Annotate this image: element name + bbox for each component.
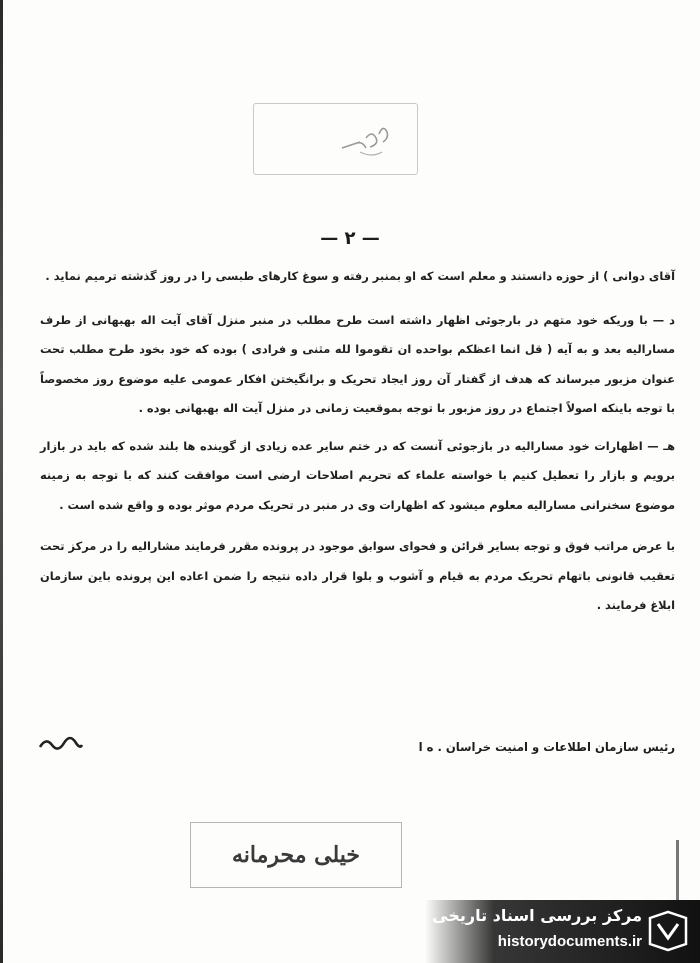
paragraph-1: آقای دوانی ) از حوزه دانستند و معلم است که او بمنبر رفته و سوغ کارهای طبسی را در روز گذشته ترمیم نماید . <box>45 269 675 283</box>
page-number: — ٢ — <box>320 228 380 249</box>
paragraph-3: هـ — اظهارات خود مسارالیه در بازجوئی آنست که در ختم سایر عده زیادی از گوینده ها بلند شده که باید در بازار برویم و بازار را تعطیل کنیم با خواسته علماء که تحریم اصلاحات ارضی است موافقت کنند که با توجه به زمینه موضوع سخنرانی مسارالیه معلوم میشود که اظهارات وی در منبر در تحریک مردم موثر بوده و واقع شده است . <box>40 438 675 512</box>
classification-stamp <box>190 822 402 888</box>
handwritten-signature-icon <box>38 733 84 757</box>
watermark-title: مرکز بررسی اسناد تاریخی <box>432 906 642 925</box>
paragraph-4: با عرض مراتب فوق و توجه بسایر قرائن و فحوای سوابق موجود در پرونده مقرر فرمایند مشارالیه را در مرکز تحت تعقیب قانونی باتهام تحریک مردم به قیام و آشوب و بلوا قرار داده نتیجه را ضمن اعاده این پرونده باین سازمان ابلاغ فرمایند . <box>40 539 675 612</box>
signature-line: رئیس سازمان اطلاعات و امنیت خراسان . ه ا <box>418 740 675 754</box>
paragraph-2: د — با وریکه خود متهم در بارجوئی اظهار داشته است طرح مطلب در منبر منزل آقای آیت اله بهبهانی از طرف مسارالیه بعد و به آیه ( قل انما اعظکم بواحده ان تقوموا لله مثنی و فرادی ) بوده که خود بخود طرح مطلب تحت عنوان مزبور میرساند که هدف از گفتار آن روز ایجاد تحریک و برانگیختن افکار عمومی علیه موضوع روز مخصوصاً با توجه باینکه اصولاً اجتماع در روز مزبور با توجه بموقعیت زمانی در منزل آیت اله بهبهانی بوده . <box>40 312 675 415</box>
faded-stamp-icon <box>254 104 419 176</box>
archive-logo-icon <box>646 908 690 954</box>
classification-stamp-label: خیلی محرمانه <box>231 842 361 868</box>
document-body <box>40 262 675 621</box>
archive-watermark <box>425 900 700 963</box>
scan-edge <box>0 0 3 963</box>
top-stamp <box>253 103 418 175</box>
watermark-url: historydocuments.ir <box>497 933 642 950</box>
margin-mark <box>676 840 679 900</box>
